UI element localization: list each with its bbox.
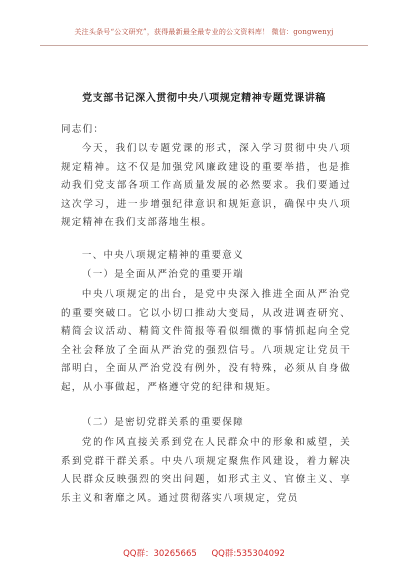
header-divider <box>40 45 368 46</box>
header-note: 关注头条号“公文研究”，获得最新最全最专业的公文资料库！ 微信：gongwenyj <box>74 28 334 36</box>
footer-qq-group-2: QQ群:535304092 <box>211 549 285 559</box>
paragraph-body: 党的作风直接关系到党在人民群众中的形象和威望，关系到党群干群关系。中央八项规定聚焦作风建设，着力解决人民群众反映强烈的突出问题，如形式主义、官僚主义、享乐主义和奢靡之风。通过贯彻落实八项规定，党员 <box>61 437 351 504</box>
paragraph-intro: 今天，我们以专题党课的形式，深入学习贯彻中央八项规定精神。这不仅是加强党风廉政建设的重要举措，也是推动我们党支部各项工作高质量发展的必然要求。我们要通过这次学习，进一步增强纪律意识和规矩意识，确保中央八项规定精神在我们支部落地生根。 <box>61 143 351 228</box>
footer-qq-group-1: QQ群：30265665 <box>123 549 197 559</box>
greeting: 同志们： <box>61 124 105 135</box>
footer-contacts <box>0 547 408 559</box>
subsection-heading: （一）是全面从严治党的重要开端 <box>81 269 244 280</box>
section-heading: 一、中央八项规定精神的重要意义 <box>81 250 244 261</box>
document-title: 党支部书记深入贯彻中央八项规定精神专题党课讲稿 <box>82 93 326 104</box>
subsection-heading: （二）是密切党群关系的重要保障 <box>81 417 244 428</box>
paragraph-body: 中央八项规定的出台，是党中央深入推进全面从严治党的重要突破口。它以小切口推动大变局，从改进调查研究、精简会议活动、精简文件简报等看似细微的事情抓起向全党全社会释放了全面从严治党的强烈信号。八项规定让党员干部明白，全面从严治党没有例外，没有特殊，必须从自身做起，从小事做起，严格遵守党的纪律和规矩。 <box>61 289 351 393</box>
